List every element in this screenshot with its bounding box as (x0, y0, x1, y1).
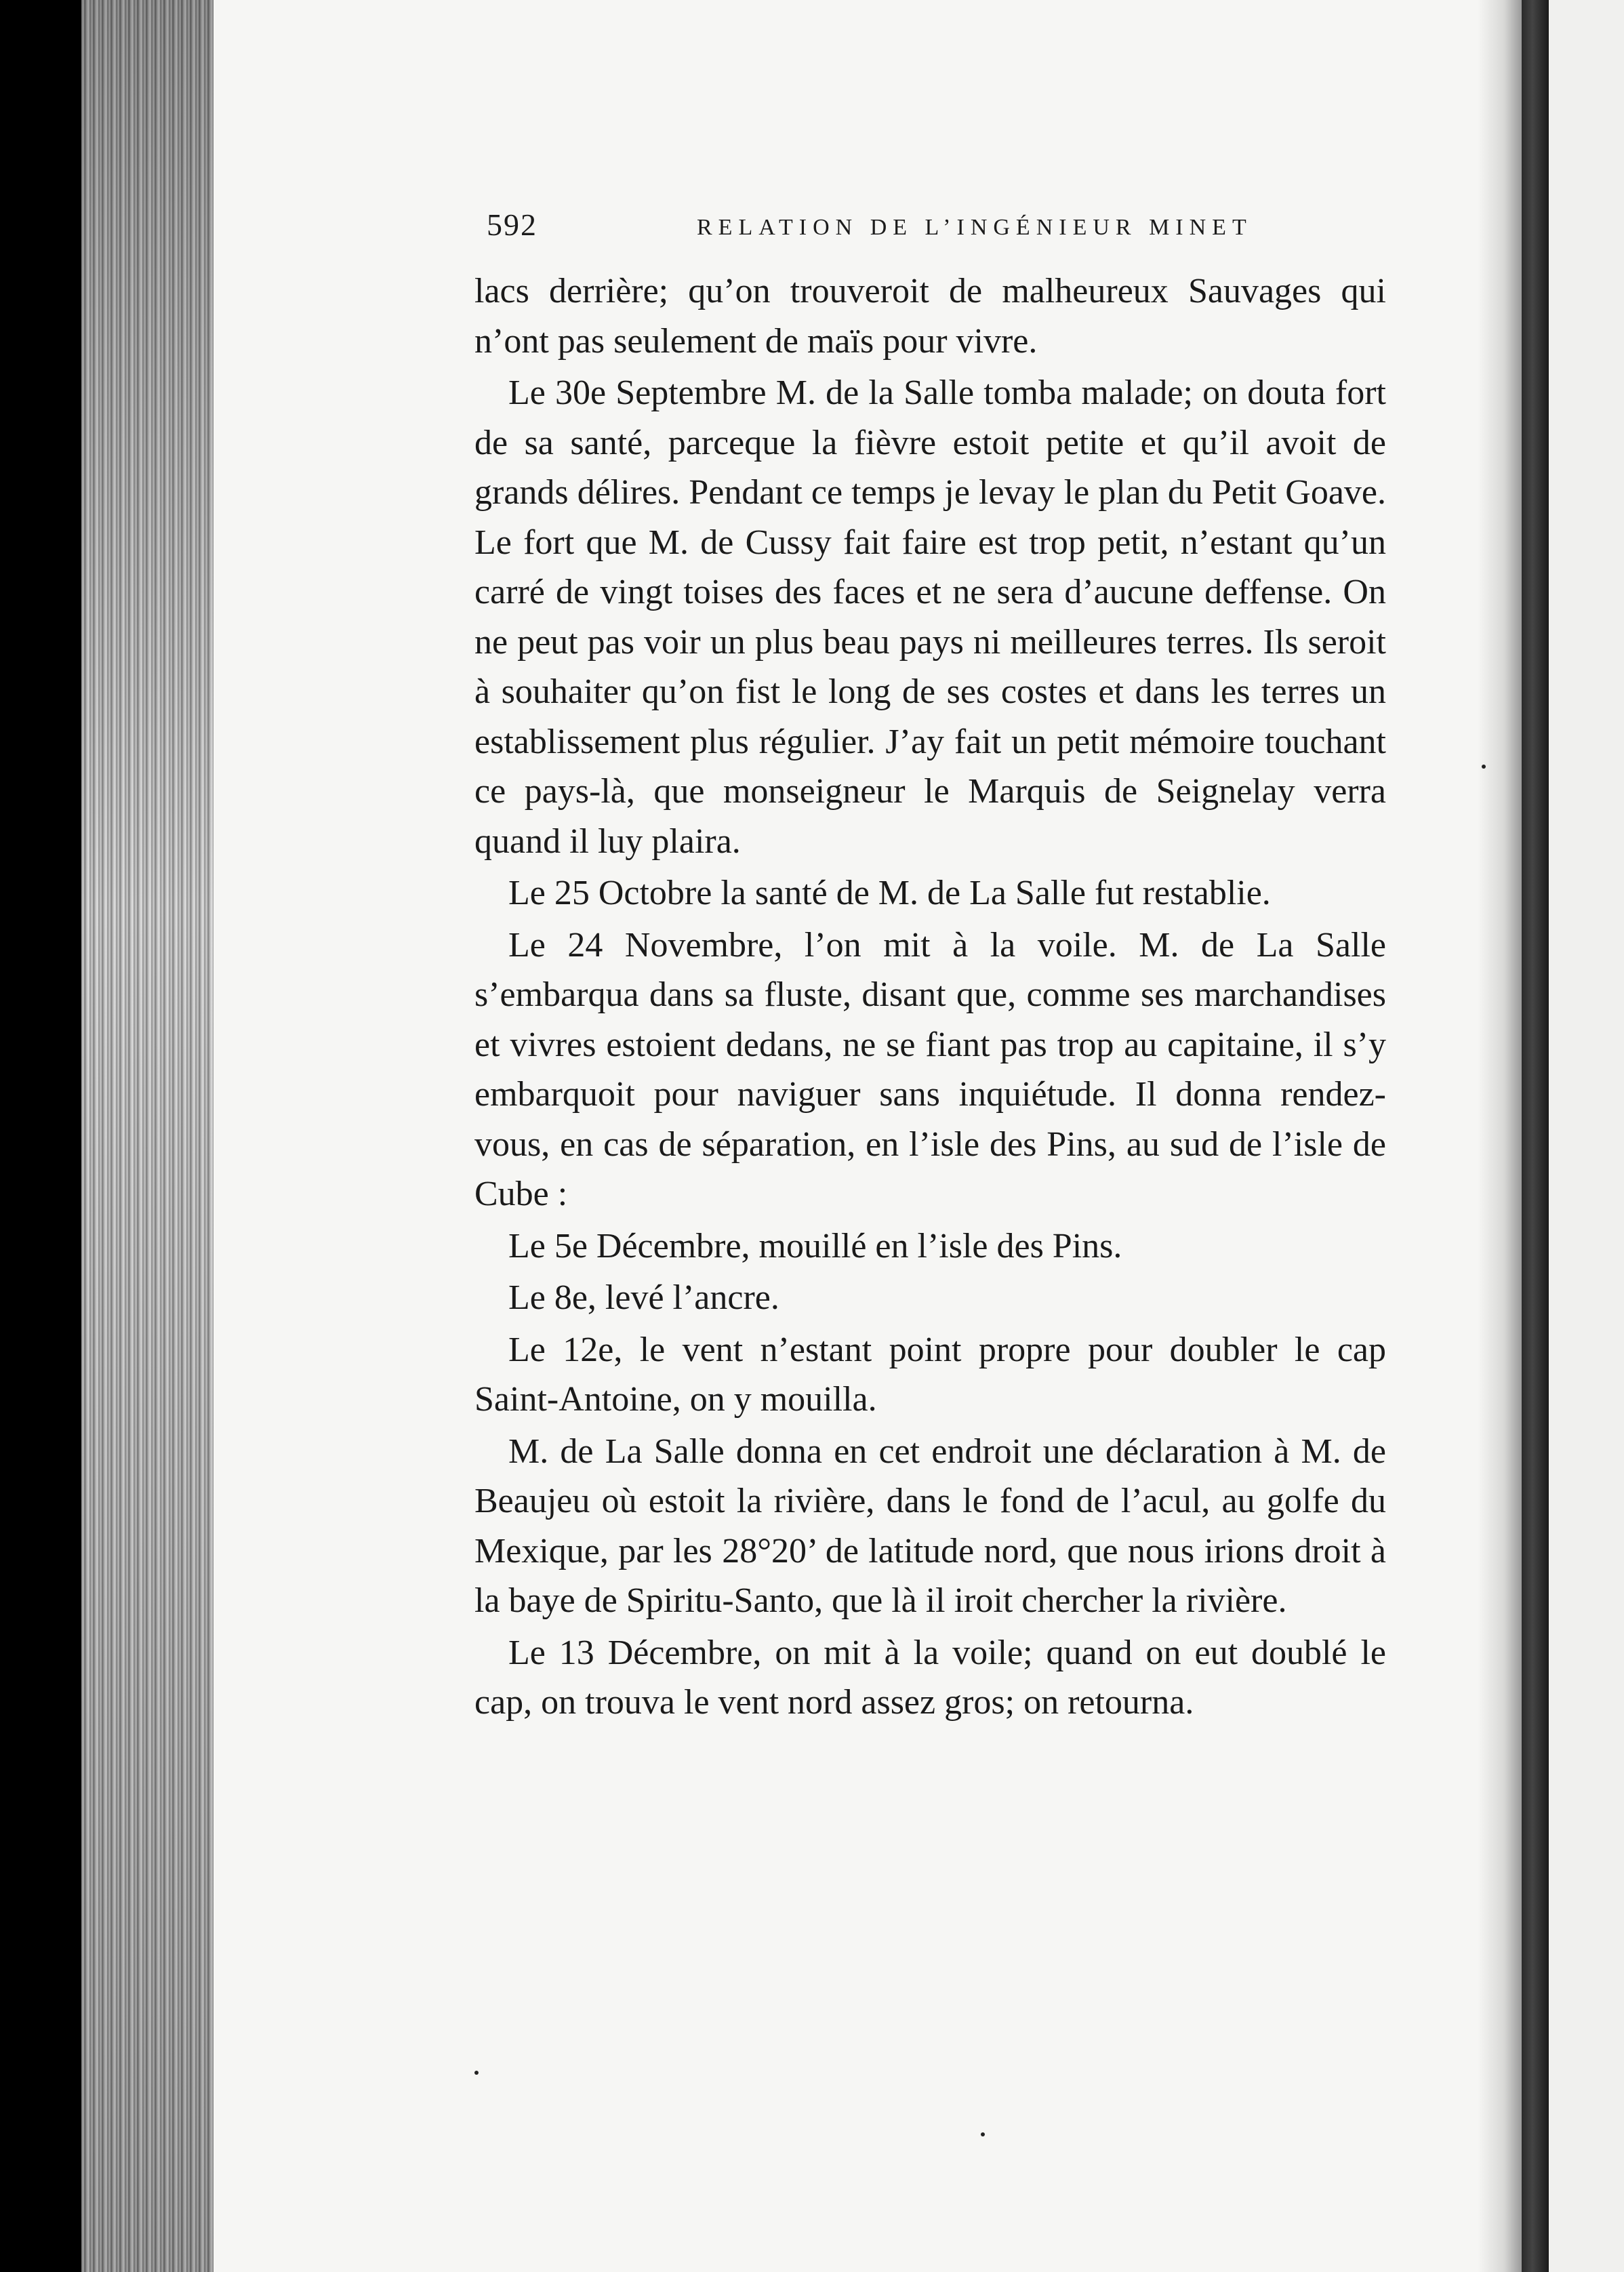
scan-speck (981, 2132, 985, 2136)
paragraph: Le 24 Novembre, l’on mit à la voile. M. de La Salle s’embarqua dans sa fluste, disant que, comme ses marchandises et vivres estoient dedans, ne se fiant pas trop au capitaine, il s’y embarquoit pour naviguer sans inquiétude. Il donna rendez-vous, en cas de séparation, en l’isle des Pins, au sud de l’isle de Cube : (474, 925, 1386, 1213)
page-number: 592 (487, 207, 537, 242)
paragraph: Le 13 Décembre, on mit à la voile; quand on eut doublé le cap, on trouva le vent nord assez gros; on retourna. (474, 1633, 1386, 1722)
paragraph: Le 8e, levé l’ancre. (508, 1278, 779, 1317)
gutter-shadow (1478, 0, 1522, 2272)
paragraph: Le 30e Septembre M. de la Salle tomba malade; on douta fort de sa santé, parceque la fièvre estoit petite et qu’il avoit de grands délires. Pendant ce temps je levay le plan du Petit Goave. Le fort que M. de Cussy fait faire est trop petit, n’estant qu’un carré de vingt toises des faces et ne sera d’aucune deffense. On ne peut pas voir un plus beau pays ni meilleures terres. Ils seroit à souhaiter qu’on fist le long de ses costes et dans les terres un establissement plus régulier. J’ay fait un petit mémoire touchant ce pays-là, que monseigneur le Marquis de Seignelay verra quand il luy plaira. (474, 373, 1386, 861)
page-header (487, 203, 1388, 251)
body-text (474, 266, 1386, 1728)
running-head: RELATION DE L’INGÉNIEUR MINET (697, 215, 1253, 240)
paragraph: lacs derrière; qu’on trouveroit de malheureux Sauvages qui n’ont pas seulement de maïs pour vivre. (474, 272, 1386, 361)
scan-speck (1482, 765, 1486, 769)
paragraph: Le 25 Octobre la santé de M. de La Salle fut restablie. (508, 874, 1271, 912)
paragraph: Le 5e Décembre, mouillé en l’isle des Pins. (508, 1226, 1122, 1265)
book-binding (1522, 0, 1549, 2272)
facing-page-edge (1549, 0, 1624, 2272)
page-block-edges (81, 0, 220, 2272)
scan-speck (474, 2071, 479, 2075)
paragraph: M. de La Salle donna en cet endroit une déclaration à M. de Beaujeu où estoit la rivière, dans le fond de l’acul, au golfe du Mexique, par les 28°20’ de latitude nord, que nous irions droit à la baye de Spiritu-Santo, que là il iroit chercher la rivière. (474, 1432, 1386, 1620)
paragraph: Le 12e, le vent n’estant point propre pour doubler le cap Saint-Antoine, on y mouilla. (474, 1330, 1386, 1419)
